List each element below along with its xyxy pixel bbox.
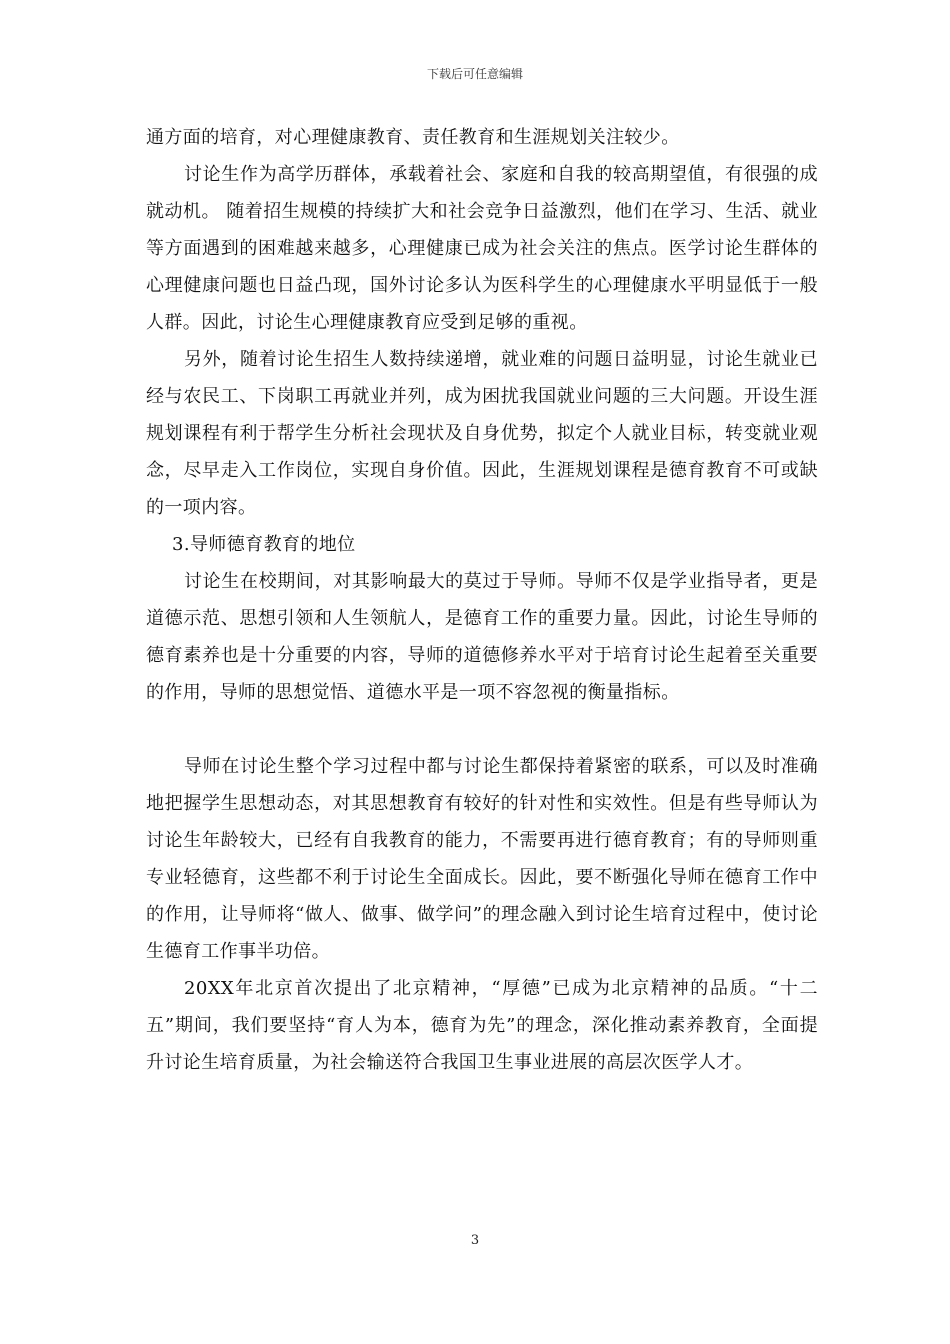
paragraph-mentor-influence: 导师在讨论生整个学习过程中都与讨论生都保持着紧密的联系，可以及时准确地把握学生思想动态，对其思想教育有较好的针对性和实效性。但是有些导师认为讨论生年龄较大，已经有自我教育的能力，不需要再进行德育教育；有的导师则重专业轻德育，这些都不利于讨论生全面成长。因此，要不断强化导师在德育工作中的作用，让导师将“做人、做事、做学问”的理念融入到讨论生培育过程中，使讨论生德育工作事半功倍。 <box>146 756 818 962</box>
paragraph-mental-health: 讨论生作为高学历群体，承载着社会、家庭和自我的较高期望值，有很强的成就动机。 随着招生规模的持续扩大和社会竞争日益激烈，他们在学习、生活、就业等方面遇到的困难越来越多，心理健康已成为社会关注的焦点。医学讨论生群体的心理健康问题也日益凸现，国外讨论多认为医科学生的心理健康水平明显低于一般人群。因此，讨论生心理健康教育应受到足够的重视。 <box>146 164 818 333</box>
paragraph-continuation: 通方面的培育，对心理健康教育、责任教育和生涯规划关注较少。 <box>146 127 680 148</box>
page-header: 下载后可任意编辑 <box>426 67 523 81</box>
document-body <box>146 119 818 1081</box>
page-number: 3 <box>470 1233 480 1248</box>
paragraph-mentor-role: 讨论生在校期间，对其影响最大的莫过于导师。导师不仅是学业指导者，更是道德示范、思想引领和人生领航人，是德育工作的重要力量。因此，讨论生导师的德育素养也是十分重要的内容，导师的道德修养水平对于培育讨论生起着至关重要的作用，导师的思想觉悟、道德水平是一项不容忽视的衡量指标。 <box>146 571 818 703</box>
section-heading: 3.导师德育教育的地位 <box>172 534 356 555</box>
paragraph-career-planning: 另外，随着讨论生招生人数持续递增，就业难的问题日益明显，讨论生就业已经与农民工、下岗职工再就业并列，成为困扰我国就业问题的三大问题。开设生涯规划课程有利于帮学生分析社会现状及自身优势，拟定个人就业目标，转变就业观念，尽早走入工作岗位，实现自身价值。因此，生涯规划课程是德育教育不可或缺的一项内容。 <box>146 349 818 518</box>
paragraph-beijing-spirit: 20XX年北京首次提出了北京精神，“厚德”已成为北京精神的品质。“十二五”期间，我们要坚持“育人为本，德育为先”的理念，深化推动素养教育，全面提升讨论生培育质量，为社会输送符合我国卫生事业进展的高层次医学人才。 <box>146 978 818 1073</box>
